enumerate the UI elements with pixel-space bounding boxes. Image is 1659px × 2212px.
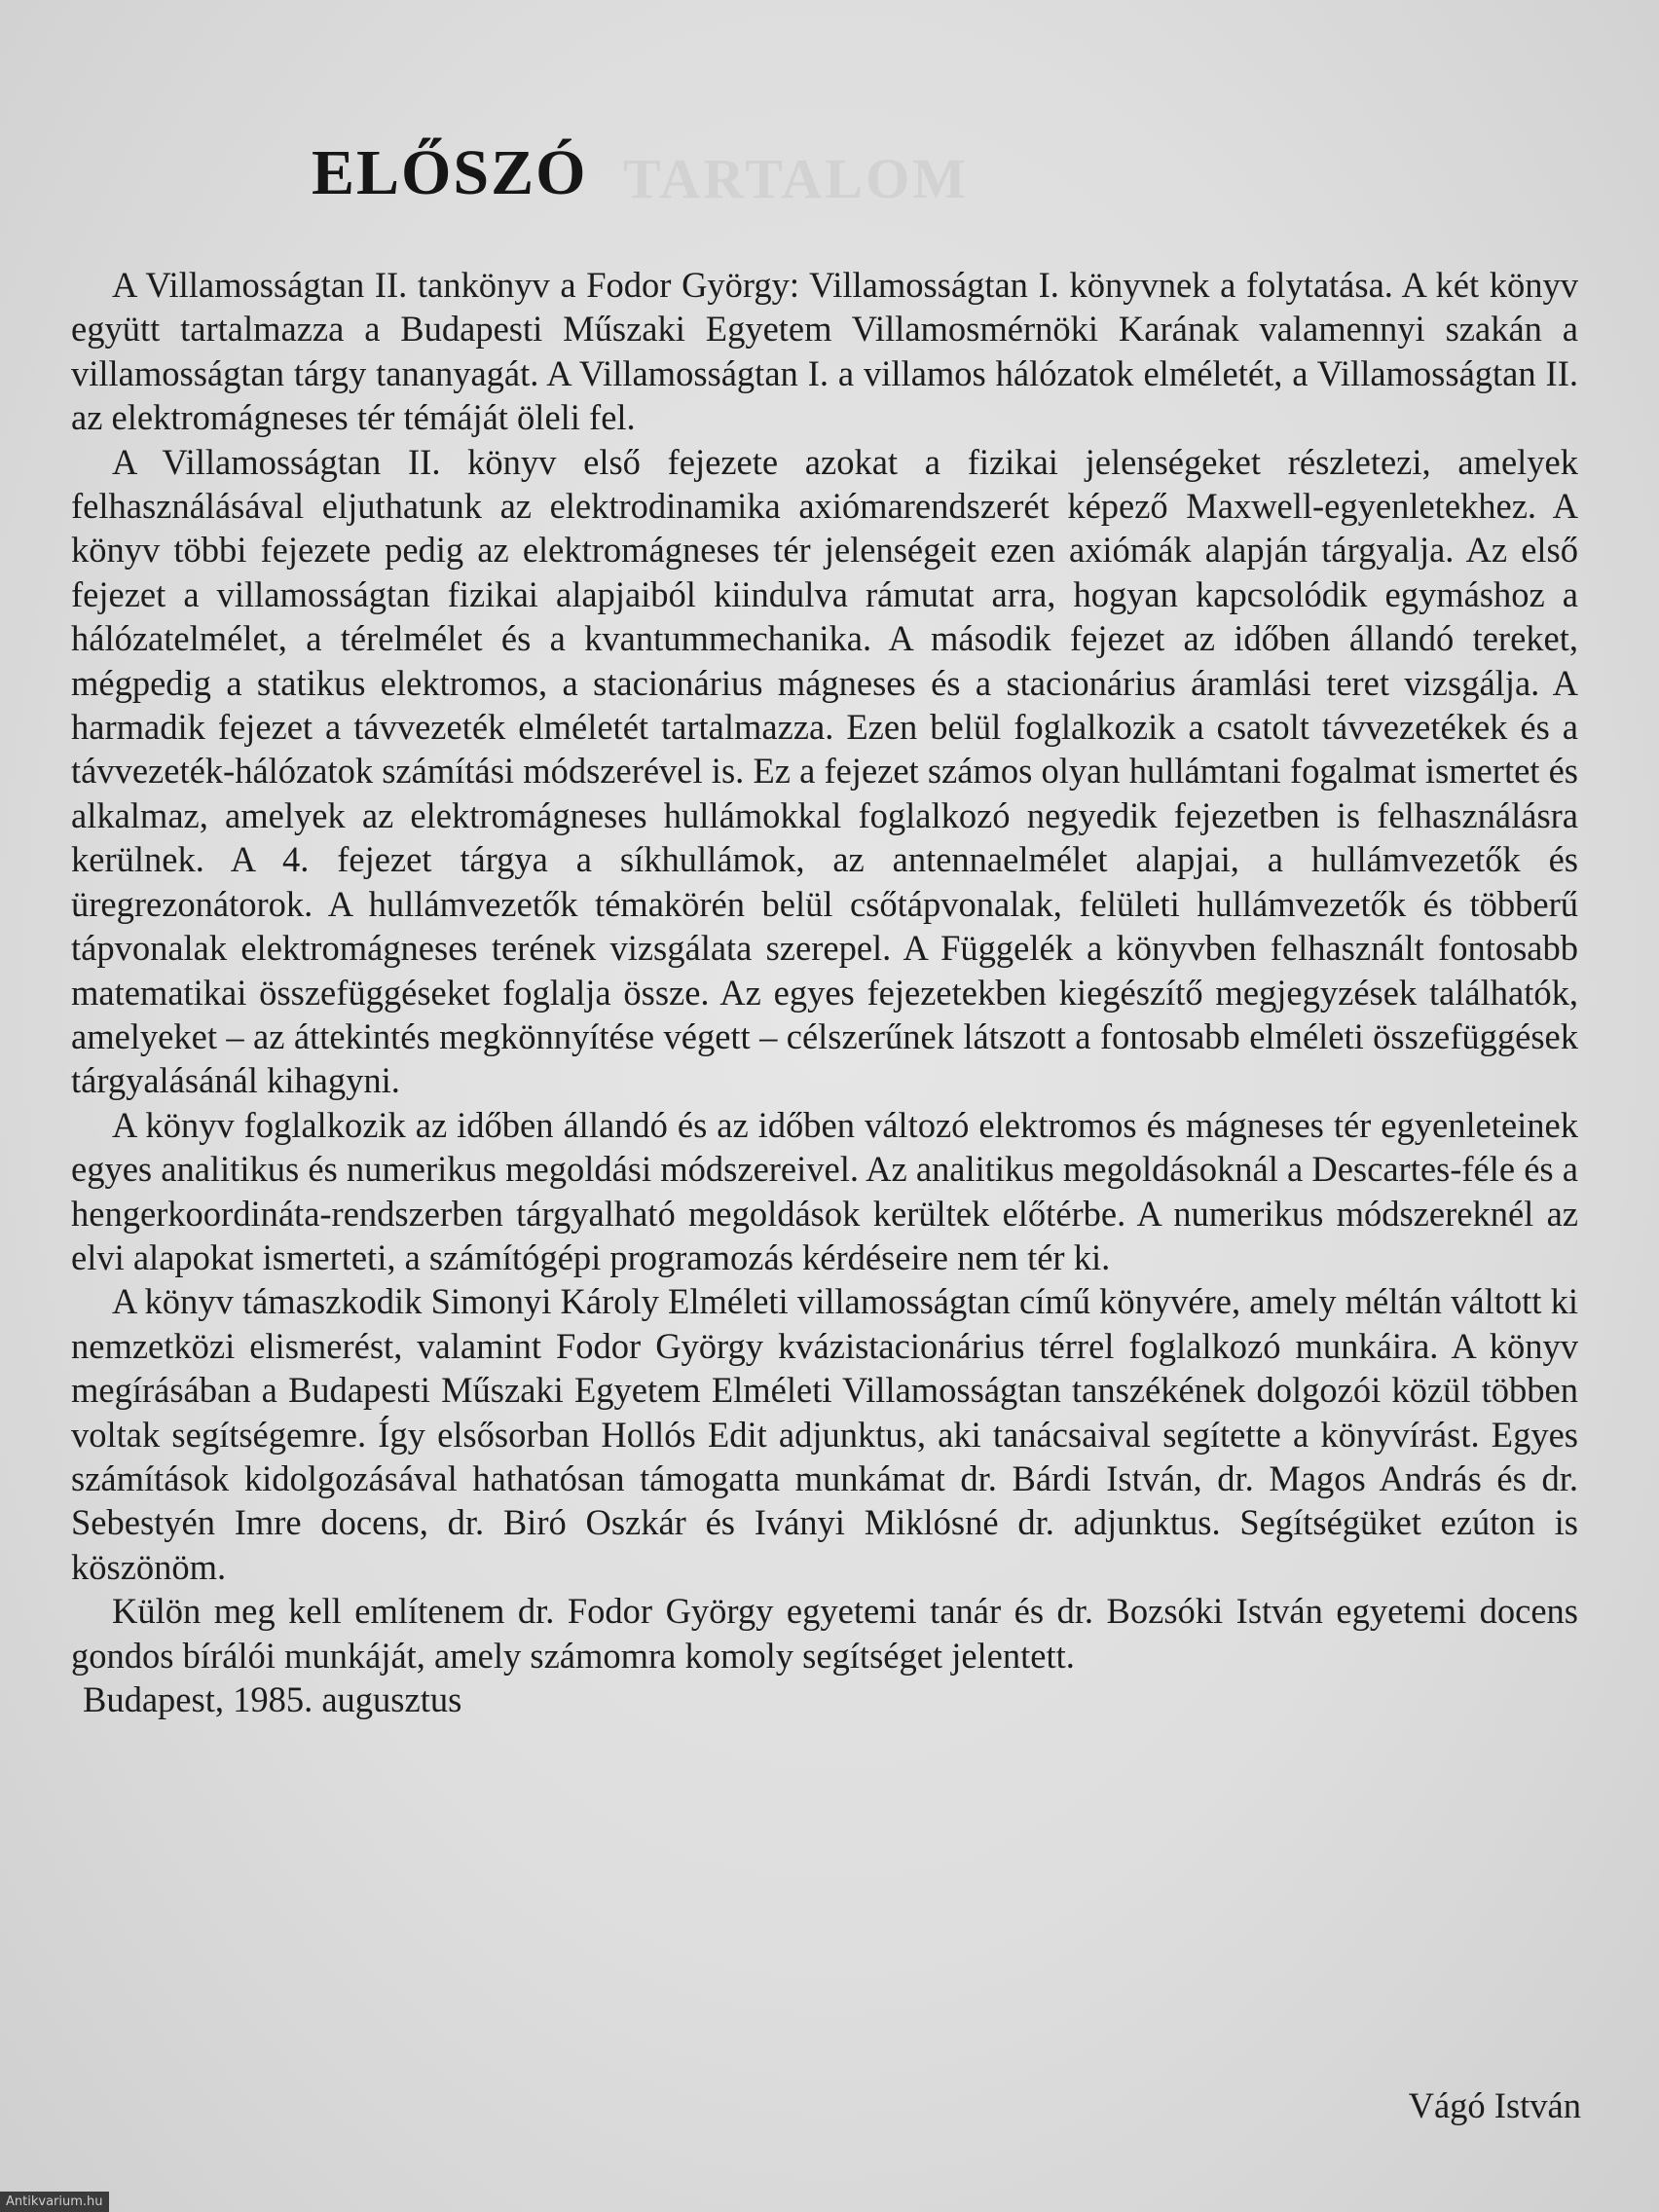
paragraph: A könyv foglalkozik az időben állandó és az időben változó elektromos és mágneses tér egyenleteinek egyes analitikus és numerikus megoldási módszereivel. Az analitikus megoldásoknál a Descartes-féle és a hengerkoordináta-rendszerben tárgyalható megoldások kerültek előtérbe. A numerikus módszereknél az elvi alapokat ismerteti, a számítógépi programozás kérdéseire nem tér ki. bbox=[71, 1104, 1578, 1277]
paragraph: Külön meg kell említenem dr. Fodor György egyetemi tanár és dr. Bozsóki István egyetemi docens gondos bírálói munkáját, amely számomra komoly segítséget jelentett. bbox=[71, 1591, 1578, 1676]
paragraph: A Villamosságtan II. tankönyv a Fodor György: Villamosságtan I. könyvnek a folytatása. A két könyv együtt tartalmazza a Budapesti Műszaki Egyetem Villamosmérnöki Karának valamennyi szakán a villamosságtan tárgy tananyagát. A Villamosságtan I. a villamos hálózatok elméletét, a Villamosságtan II. az elektromágneses tér témáját öleli fel. bbox=[71, 265, 1578, 438]
author-signature: Vágó István bbox=[1408, 2085, 1581, 2125]
bleed-through-title: TARTALOM bbox=[623, 147, 969, 210]
place-date: Budapest, 1985. augusztus bbox=[83, 1679, 462, 1719]
paragraph: A könyv támaszkodik Simonyi Károly Elméleti villamosságtan című könyvére, amely méltán váltott ki nemzetközi elismerést, valamint Fodor György kvázistacionárius térrel foglalkozó munkáira. A könyv megírásában a Budapesti Műszaki Egyetem Elméleti Villamosságtan tanszékének dolgozói közül többen voltak segítségemre. Így elsősorban Hollós Edit adjunktus, aki tanácsaival segítette a könyvírást. Egyes számítások kidolgozásával hathatósan támogatta munkámat dr. Bárdi István, dr. Magos András és dr. Sebestyén Imre docens, dr. Biró Oszkár és Iványi Miklósné dr. adjunktus. Segítségüket ezúton is köszönöm. bbox=[71, 1281, 1578, 1587]
watermark: Antikvarium.hu bbox=[0, 2192, 109, 2212]
body-text bbox=[71, 263, 1578, 1721]
page-title: ELŐSZÓ bbox=[312, 137, 588, 208]
paragraph: A Villamosságtan II. könyv első fejezete azokat a fizikai jelenségeket részletezi, amelyek felhasználásával eljuthatunk az elektrodinamika axiómarendszerét képező Maxwell-egyenletekhez. A könyv többi fejezete pedig az elektromágneses tér jelenségeit ezen axiómák alapján tárgyalja. Az első fejezet a villamosságtan fizikai alapjaiból kiindulva rámutat arra, hogyan kapcsolódik egymáshoz a hálózatelmélet, a térelmélet és a kvantummechanika. A második fejezet az időben állandó tereket, mégpedig a statikus elektromos, a stacionárius mágneses és a stacionárius áramlási teret vizsgálja. A harmadik fejezet a távvezeték elméletét tartalmazza. Ezen belül foglalkozik a csatolt távvezetékek és a távvezeték-hálózatok számítási módszerével is. Ez a fejezet számos olyan hullámtani fogalmat ismertet és alkalmaz, amelyek az elektromágneses hullámokkal foglalkozó negyedik fejezetben is felhasználásra kerülnek. A 4. fejezet tárgya a síkhullámok, az antennaelmélet alapjai, a hullámvezetők és üregrezonátorok. A hullámvezetők témakörén belül csőtápvonalak, felületi hullámvezetők és többerű tápvonalak elektromágneses terének vizsgálata szerepel. A Függelék a könyvben felhasznált fontosabb matematikai összefüggéseket foglalja össze. Az egyes fejezetekben kiegészítő megjegyzések találhatók, amelyeket – az áttekintés megkönnyítése végett – célszerűnek látszott a fontosabb elméleti összefüggések tárgyalásánál kihagyni. bbox=[71, 441, 1578, 1101]
